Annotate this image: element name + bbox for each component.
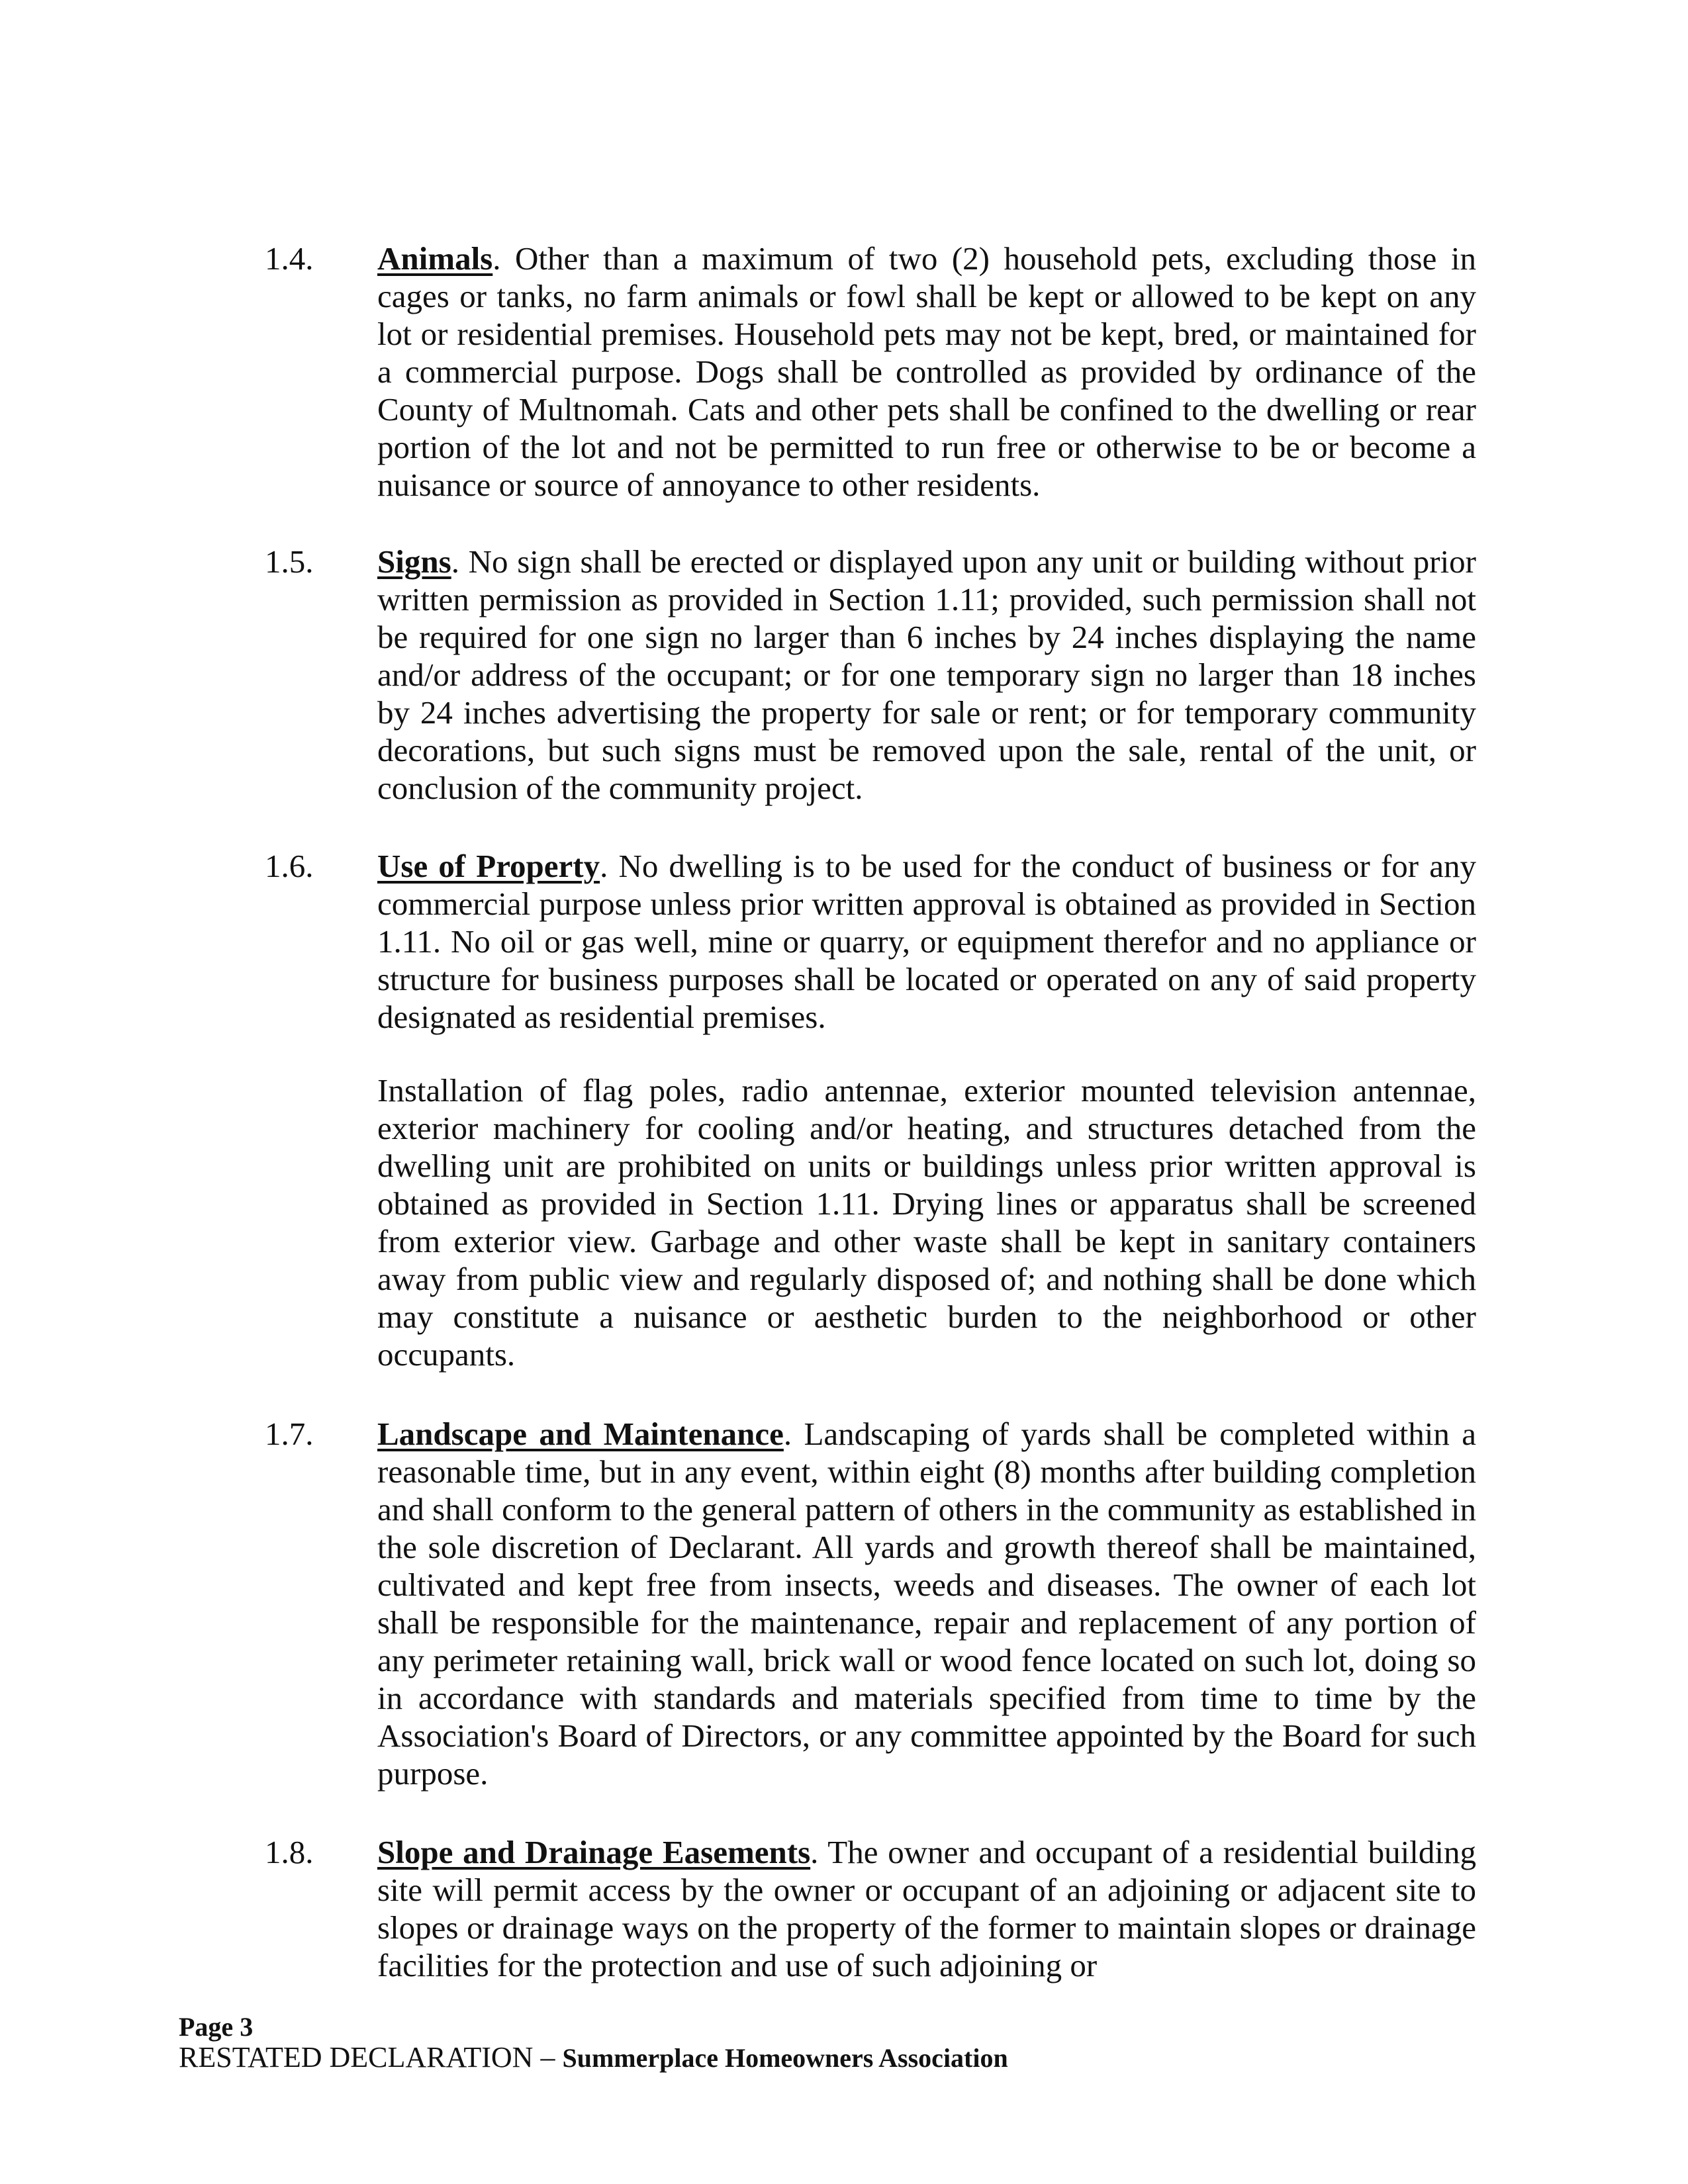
section-text: . No dwelling is to be used for the conduct of business or for any commercial purpose unless prior written approval is obtained as provided in Section 1.11. No oil or gas well, mine or quarry, or equipment therefor and no appliance or structure for business purposes shall be located or operated on any of said property designated as residential premises. bbox=[377, 848, 1476, 1035]
section-1-4 bbox=[265, 240, 1476, 504]
footer-document-title bbox=[179, 2042, 1008, 2073]
section-number: 1.7. bbox=[265, 1416, 314, 1452]
section-title: Landscape and Maintenance bbox=[377, 1416, 784, 1452]
page-footer bbox=[179, 2012, 1008, 2073]
section-title: Slope and Drainage Easements bbox=[377, 1834, 811, 1870]
section-title: Signs bbox=[377, 543, 451, 580]
section-1-8 bbox=[265, 1833, 1476, 1984]
section-text: . Other than a maximum of two (2) household pets, excluding those in cages or tanks, no farm animals or fowl shall be kept or allowed to be kept on any lot or residential premises. Household pets may not be kept, bred, or maintained for a commercial purpose. Dogs shall be controlled as provided by ordinance of the County of Multnomah. Cats and other pets shall be confined to the dwelling or rear portion of the lot and not be permitted to run free or otherwise to be or become a nuisance or source of annoyance to other residents. bbox=[377, 240, 1476, 503]
page-number: Page 3 bbox=[179, 2012, 254, 2042]
section-title: Animals bbox=[377, 240, 493, 277]
section-text: . The owner and occupant of a residential building site will permit access by the owner or occupant of an adjoining or adjacent site to slopes or drainage ways on the property of the former to maintain slopes or drainage facilities for the protection and use of such adjoining or bbox=[377, 1834, 1476, 1983]
section-1-6 bbox=[265, 847, 1476, 1373]
section-number: 1.6. bbox=[265, 848, 314, 884]
section-1-7 bbox=[265, 1415, 1476, 1792]
section-body bbox=[377, 1415, 1476, 1792]
section-1-5 bbox=[265, 543, 1476, 807]
section-text: . No sign shall be erected or displayed upon any unit or building without prior written permission as provided in Section 1.11; provided, such permission shall not be required for one sign no larger than 6 inches by 24 inches displaying the name and/or address of the occupant; or for one temporary sign no larger than 18 inches by 24 inches advertising the property for sale or rent; or for temporary community decorations, but such signs must be removed upon the sale, rental of the unit, or conclusion of the community project. bbox=[377, 543, 1476, 806]
section-body bbox=[377, 847, 1476, 1036]
section-body bbox=[377, 240, 1476, 504]
section-body bbox=[377, 1833, 1476, 1984]
section-number: 1.8. bbox=[265, 1834, 314, 1870]
section-title: Use of Property bbox=[377, 848, 600, 884]
footer-declaration: RESTATED DECLARATION – bbox=[179, 2041, 563, 2073]
section-number: 1.5. bbox=[265, 543, 314, 580]
section-number: 1.4. bbox=[265, 240, 314, 277]
section-body bbox=[377, 543, 1476, 807]
section-paragraph-2: Installation of flag poles, radio antennae, exterior mounted television antennae, exterior machinery for cooling and/or heating, and structures detached from the dwelling unit are prohibited on units or buildings unless prior written approval is obtained as provided in Section 1.11. Drying lines or apparatus shall be screened from exterior view. Garbage and other waste shall be kept in sanitary containers away from public view and regularly disposed of; and nothing shall be done which may constitute a nuisance or aesthetic burden to the neighborhood or other occupants. bbox=[377, 1072, 1476, 1373]
footer-association: Summerplace Homeowners Association bbox=[562, 2043, 1008, 2073]
section-text: . Landscaping of yards shall be completed within a reasonable time, but in any event, within eight (8) months after building completion and shall conform to the general pattern of others in the community as established in the sole discretion of Declarant. All yards and growth thereof shall be maintained, cultivated and kept free from insects, weeds and diseases. The owner of each lot shall be responsible for the maintenance, repair and replacement of any portion of any perimeter retaining wall, brick wall or wood fence located on such lot, doing so in accordance with standards and materials specified from time to time by the Association's Board of Directors, or any committee appointed by the Board for such purpose. bbox=[377, 1416, 1477, 1792]
